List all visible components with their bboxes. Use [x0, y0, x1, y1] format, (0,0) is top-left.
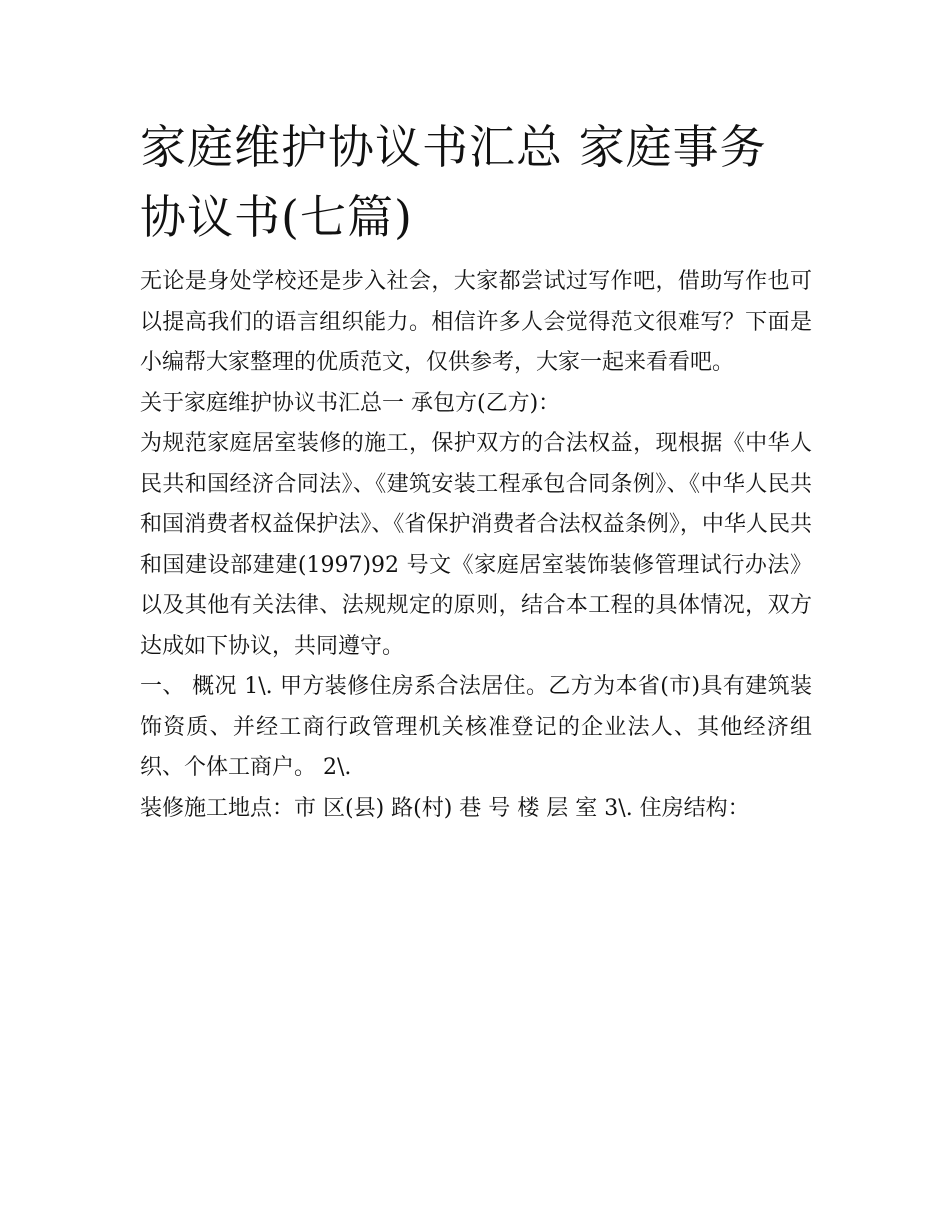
overview-paragraph: 一、 概况 1\. 甲方装修住房系合法居住。乙方为本省(市)具有建筑装饰资质、并经工商行政管理机关核准登记的企业法人、其他经济组织、个体工商户。 2\.: [140, 674, 812, 780]
preamble-paragraph: 为规范家庭居室装修的施工，保护双方的合法权益，现根据《中华人民共和国经济合同法》、《建筑安装工程承包合同条例》、《中华人民共和国消费者权益保护法》、《省保护消费者合法权益条例》，中华人民共和国建设部建建(1997)92 号文《家庭居室装饰装修管理试行办法》以及其他有关法律、法规规定的原则，结合本工程的具体情况，双方达成如下协议，共同遵守。: [140, 431, 812, 659]
document-title: 家庭维护协议书汇总 家庭事务协议书(七篇): [140, 120, 767, 244]
intro-paragraph: 无论是身处学校还是步入社会，大家都尝试过写作吧，借助写作也可以提高我们的语言组织能力。相信许多人会觉得范文很难写？下面是小编帮大家整理的优质范文，仅供参考，大家一起来看看吧。: [140, 269, 812, 375]
location-paragraph: 装修施工地点：市 区(县) 路(村) 巷 号 楼 层 室 3\. 住房结构：: [140, 795, 750, 821]
document-page: [140, 112, 812, 829]
section-heading-1: 关于家庭维护协议书汇总一 承包方(乙方)：: [140, 390, 561, 416]
